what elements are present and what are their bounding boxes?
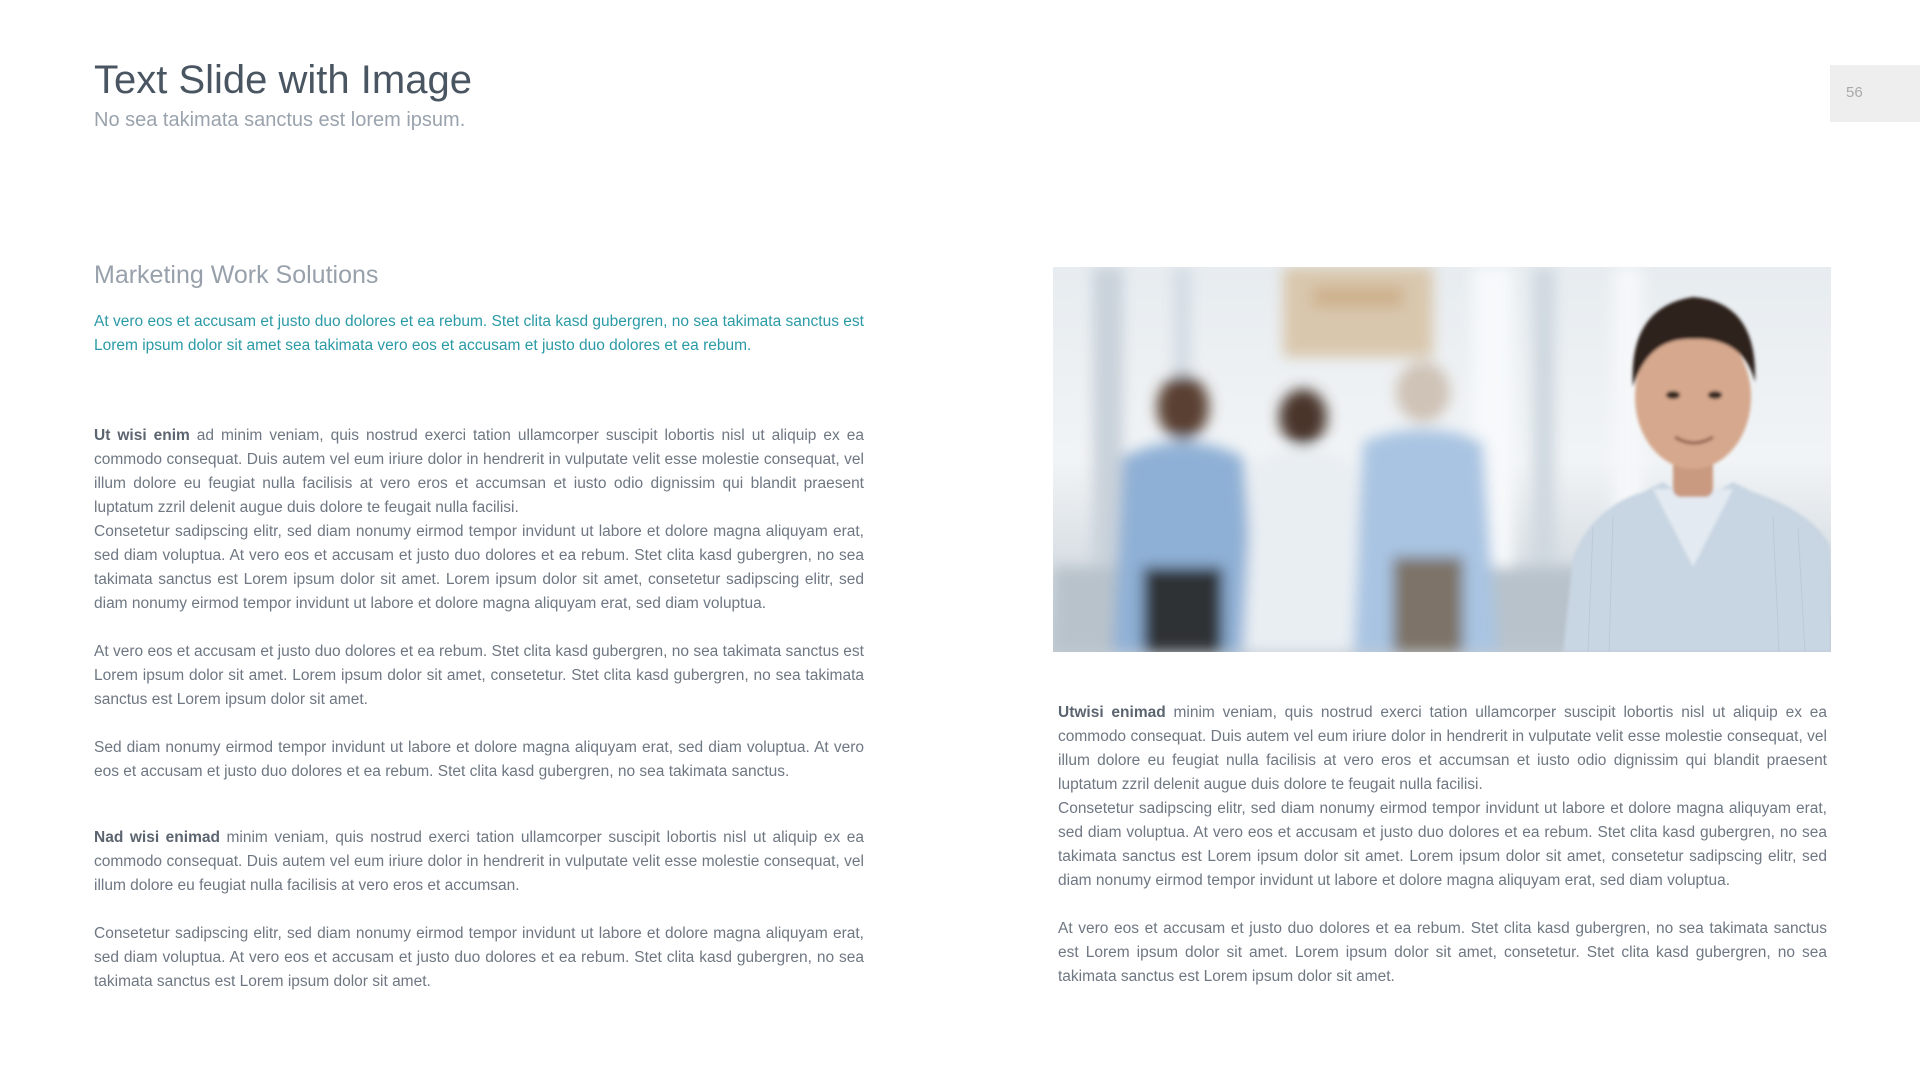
left-paragraph-6: Consetetur sadipscing elitr, sed diam nonumy eirmod tempor invidunt ut labore et dolore magna aliquyam erat, sed diam voluptua. At vero eos et accusam et justo duo dolores et ea rebum. Stet clita kasd gubergren, no sea takimata sanctus est Lorem ipsum dolor sit amet. bbox=[94, 925, 864, 990]
photo-illustration bbox=[1053, 267, 1831, 652]
right-paragraph-1-bold: Utwisi enimad bbox=[1058, 704, 1166, 721]
left-paragraph-1-bold: Ut wisi enim bbox=[94, 427, 190, 444]
page-number-badge bbox=[1830, 65, 1920, 122]
left-paragraph-1 bbox=[94, 424, 864, 520]
left-paragraph-4: Sed diam nonumy eirmod tempor invidunt ut labore et dolore magna aliquyam erat, sed diam voluptua. At vero eos et accusam et justo duo dolores et ea rebum. Stet clita kasd gubergren, no sea takimata sanctus. bbox=[94, 739, 864, 780]
right-paragraph-1-text: minim veniam, quis nostrud exerci tation ullamcorper suscipit lobortis nisl ut aliquip ex ea commodo consequat. Duis autem vel eum iriure dolor in hendrerit in vulputate velit esse molestie consequat, vel illum dolore eu feugiat nulla facilisis at vero eros et accumsan et iusto odio dignissim qui blandit praesent luptatum zzril delenit augue duis dolore te feugait nulla facilisi. bbox=[1058, 704, 1827, 793]
slide-title: Text Slide with Image bbox=[94, 58, 472, 102]
left-paragraph-5-bold: Nad wisi enimad bbox=[94, 829, 220, 846]
right-paragraph-2: Consetetur sadipscing elitr, sed diam nonumy eirmod tempor invidunt ut labore et dolore magna aliquyam erat, sed diam voluptua. At vero eos et accusam et justo duo dolores et ea rebum. Stet clita kasd gubergren, no sea takimata sanctus est Lorem ipsum dolor sit amet. Lorem ipsum dolor sit amet, consetetur sadipscing elitr, sed diam nonumy eirmod tempor invidunt ut labore et dolore magna aliquyam erat, sed diam voluptua. bbox=[1058, 800, 1827, 889]
slide-subtitle: No sea takimata sanctus est lorem ipsum. bbox=[94, 109, 466, 131]
office-team-photo bbox=[1053, 267, 1831, 652]
right-paragraph-1 bbox=[1058, 701, 1827, 797]
left-paragraph-1-text: ad minim veniam, quis nostrud exerci tation ullamcorper suscipit lobortis nisl ut aliquip ex ea commodo consequat. Duis autem vel eum iriure dolor in hendrerit in vulputate velit esse molestie consequat, vel illum dolore eu feugiat nulla facilisis at vero eros et accumsan et iusto odio dignissim qui blandit praesent luptatum zzril delenit augue duis dolore te feugait nulla facilisi. bbox=[94, 427, 864, 516]
left-paragraph-5-text: minim veniam, quis nostrud exerci tation ullamcorper suscipit lobortis nisl ut aliquip ex ea commodo consequat. Duis autem vel eum iriure dolor in hendrerit in vulputate velit esse molestie consequat, vel illum dolore eu feugiat nulla facilisis at vero eros et accumsan. bbox=[94, 829, 864, 894]
right-paragraph-3: At vero eos et accusam et justo duo dolores et ea rebum. Stet clita kasd gubergren, no sea takimata sanctus est Lorem ipsum dolor sit amet. Lorem ipsum dolor sit amet, consetetur. Stet clita kasd gubergren, no sea takimata sanctus est Lorem ipsum dolor sit amet. bbox=[1058, 920, 1827, 985]
left-paragraph-3: At vero eos et accusam et justo duo dolores et ea rebum. Stet clita kasd gubergren, no sea takimata sanctus est Lorem ipsum dolor sit amet. Lorem ipsum dolor sit amet, consetetur. Stet clita kasd gubergren, no sea takimata sanctus est Lorem ipsum dolor sit amet. bbox=[94, 643, 864, 708]
lead-paragraph: At vero eos et accusam et justo duo dolores et ea rebum. Stet clita kasd gubergren, no sea takimata sanctus est Lorem ipsum dolor sit amet sea takimata vero eos et accusam et justo duo dolores et ea rebum. bbox=[94, 313, 864, 354]
left-column bbox=[94, 310, 864, 994]
left-paragraph-5 bbox=[94, 826, 864, 898]
left-paragraph-2: Consetetur sadipscing elitr, sed diam nonumy eirmod tempor invidunt ut labore et dolore magna aliquyam erat, sed diam voluptua. At vero eos et accusam et justo duo dolores et ea rebum. Stet clita kasd gubergren, no sea takimata sanctus est Lorem ipsum dolor sit amet. Lorem ipsum dolor sit amet, consetetur sadipscing elitr, sed diam nonumy eirmod tempor invidunt ut labore et dolore magna aliquyam erat, sed diam voluptua. bbox=[94, 523, 864, 612]
section-heading: Marketing Work Solutions bbox=[94, 261, 379, 289]
page-number: 56 bbox=[1846, 84, 1863, 101]
right-column bbox=[1058, 701, 1827, 989]
